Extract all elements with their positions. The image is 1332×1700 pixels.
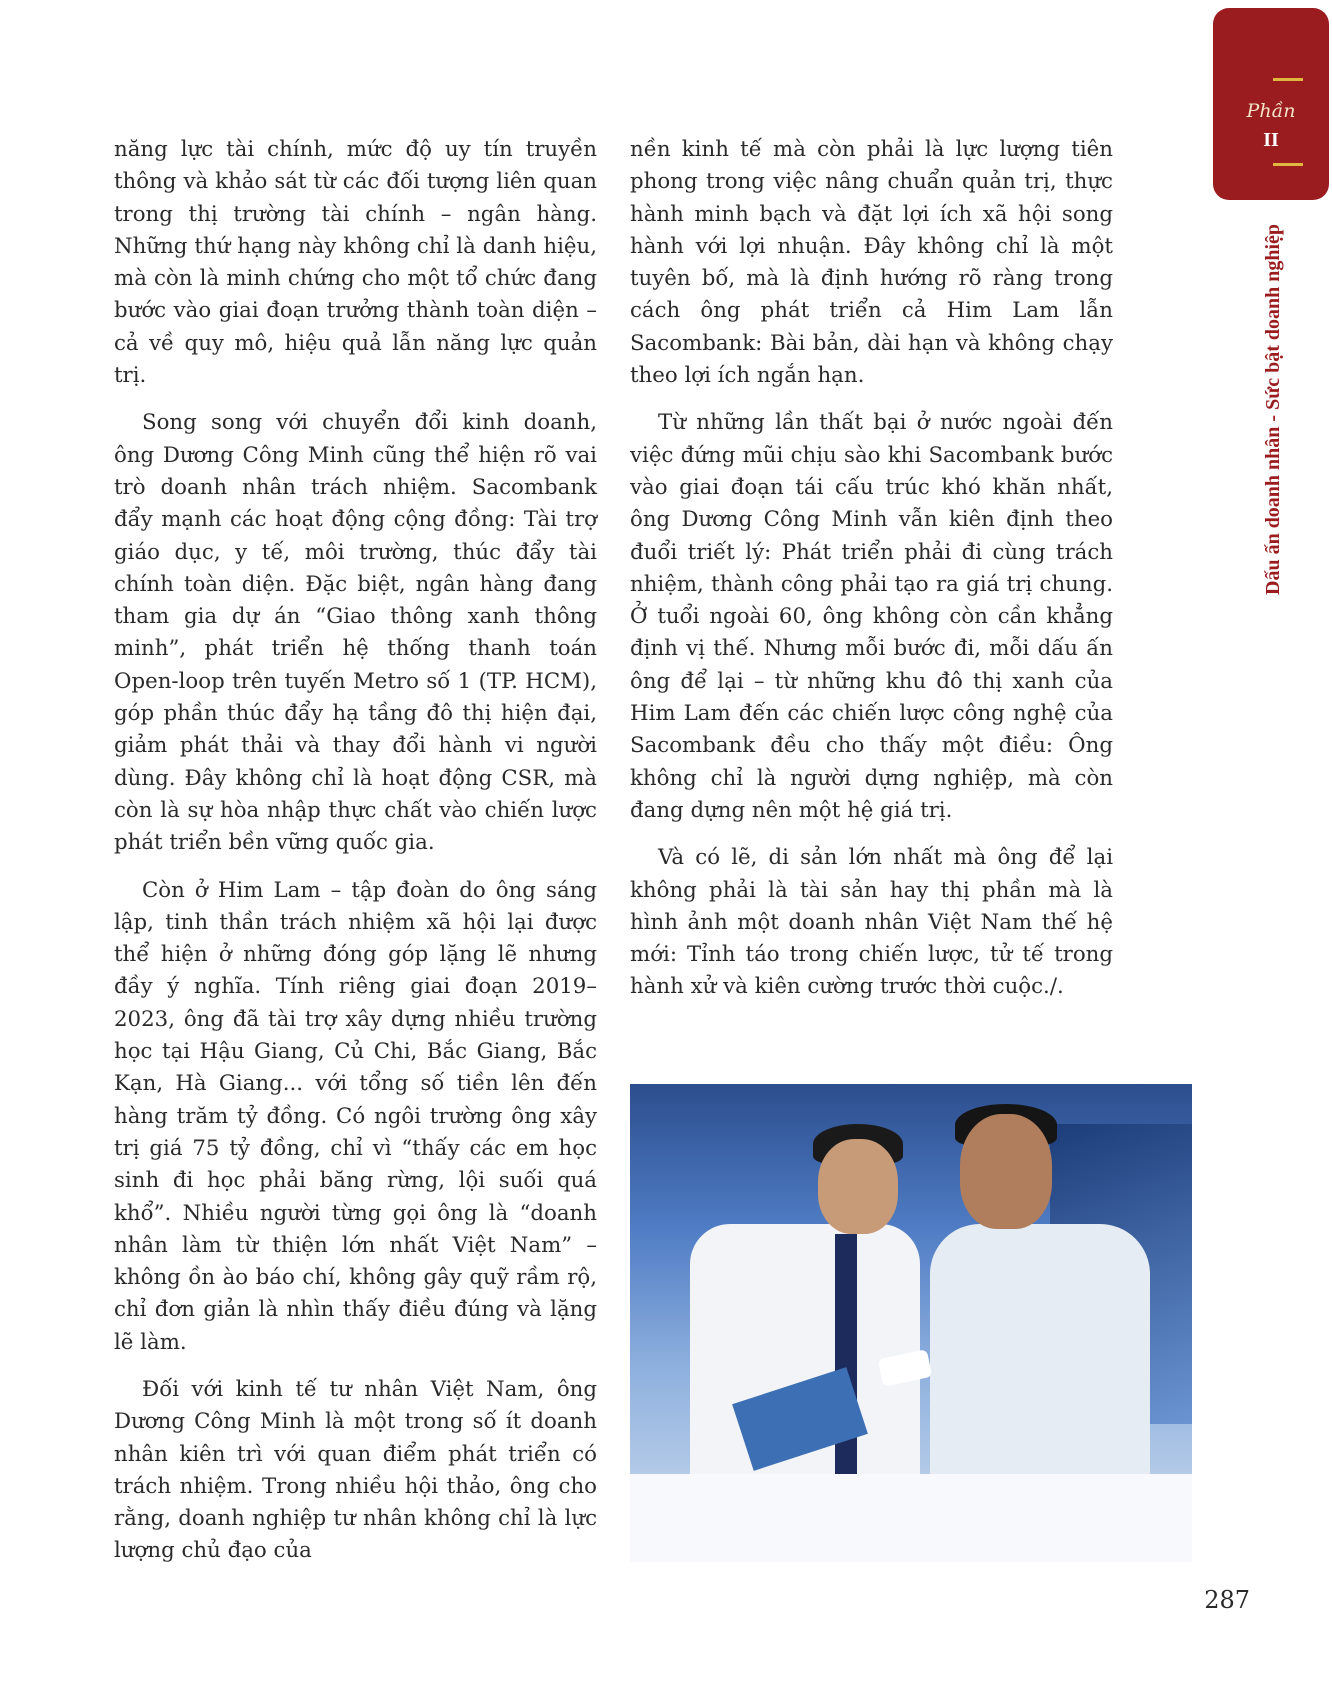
display-table xyxy=(630,1474,1192,1562)
paragraph: Song song với chuyển đổi kinh doanh, ông Dương Công Minh cũng thể hiện rõ vai trò doanh nhân trách nhiệm. Sacombank đẩy mạnh các hoạt động cộng đồng: Tài trợ giáo dục, y tế, môi trường, thúc đẩy tài chính toàn diện. Đặc biệt, ngân hàng đang tham gia dự án “Giao thông xanh thông minh”, phát triển hệ thống thanh toán Open-loop trên tuyến Metro số 1 (TP. HCM), góp phần thúc đẩy hạ tầng đô thị hiện đại, giảm phát thải và thay đổi hành vi người dùng. Đây không chỉ là hoạt động CSR, mà còn là sự hòa nhập thực chất vào chiến lược phát triển bền vững quốc gia. xyxy=(114,410,597,856)
paragraph: năng lực tài chính, mức độ uy tín truyền thông và khảo sát từ các đối tượng liên quan trong thị trường tài chính – ngân hàng. Những thứ hạng này không chỉ là danh hiệu, mà còn là minh chứng cho một tổ chức đang bước vào giai đoạn trưởng thành toàn diện – cả về quy mô, hiệu quả lẫn năng lực quản trị. xyxy=(114,137,597,389)
section-tab xyxy=(1213,8,1329,200)
paragraph: Từ những lần thất bại ở nước ngoài đến việc đứng mũi chịu sào khi Sacombank bước vào giai đoạn tái cấu trúc khó khăn nhất, ông Dương Công Minh vẫn kiên định theo đuổi triết lý: Phát triển phải đi cùng trách nhiệm, thành công phải tạo ra giá trị chung. Ở tuổi ngoài 60, ông không còn cần khẳng định vị thế. Nhưng mỗi bước đi, mỗi dấu ấn ông để lại – từ những khu đô thị xanh của Him Lam đến các chiến lược công nghệ của Sacombank đều cho thấy một điều: Ông không chỉ là người dựng nghiệp, mà còn đang dựng nên một hệ giá trị. xyxy=(630,410,1113,823)
part-number: II xyxy=(1263,129,1279,151)
paragraph: Còn ở Him Lam – tập đoàn do ông sáng lập, tinh thần trách nhiệm xã hội lại được thể hiện ở những đóng góp lặng lẽ nhưng đầy ý nghĩa. Tính riêng giai đoạn 2019–2023, ông đã tài trợ xây dựng nhiều trường học tại Hậu Giang, Củ Chi, Bắc Giang, Bắc Kạn, Hà Giang... với tổng số tiền lên đến hàng trăm tỷ đồng. Có ngôi trường ông xây trị giá 75 tỷ đồng, chỉ vì “thấy các em học sinh đi học phải băng rừng, lội suối quá khổ”. Nhiều người từng gọi ông là “doanh nhân làm từ thiện lớn nhất Việt Nam” – không ồn ào báo chí, không gây quỹ rầm rộ, chỉ đơn giản là nhìn thấy điều đúng và lặng lẽ làm. xyxy=(114,877,597,1355)
part-label: Phần xyxy=(1246,100,1296,122)
paragraph: Và có lẽ, di sản lớn nhất mà ông để lại không phải là tài sản hay thị phần mà là hình ảnh một doanh nhân Việt Nam thế hệ mới: Tỉnh táo trong chiến lược, tử tế trong hành xử và kiên cường trước thời cuộc./. xyxy=(630,845,1113,1000)
head xyxy=(960,1114,1052,1229)
page-number: 287 xyxy=(1204,1586,1250,1614)
right-text-column xyxy=(630,134,1113,1019)
running-section-title: Dấu ấn doanh nhân - Sức bật doanh nghiệp xyxy=(1262,224,1284,596)
tab-bottom-rule xyxy=(1273,163,1303,166)
left-text-column xyxy=(114,134,597,1583)
event-photo xyxy=(630,1084,1192,1562)
tab-top-rule xyxy=(1273,78,1303,81)
paragraph: nền kinh tế mà còn phải là lực lượng tiên phong trong việc nâng chuẩn quản trị, thực hành minh bạch và đặt lợi ích xã hội song hành với lợi nhuận. Đây không chỉ là một tuyên bố, mà là định hướng rõ ràng trong cách ông phát triển cả Him Lam lẫn Sacombank: Bài bản, dài hạn và không chạy theo lợi ích ngắn hạn. xyxy=(630,137,1113,389)
necktie xyxy=(835,1234,857,1494)
head xyxy=(818,1139,898,1234)
paragraph: Đối với kinh tế tư nhân Việt Nam, ông Dương Công Minh là một trong số ít doanh nhân kiên trì với quan điểm phát triển có trách nhiệm. Trong nhiều hội thảo, ông cho rằng, doanh nghiệp tư nhân không chỉ là lực lượng chủ đạo của xyxy=(114,1376,597,1564)
